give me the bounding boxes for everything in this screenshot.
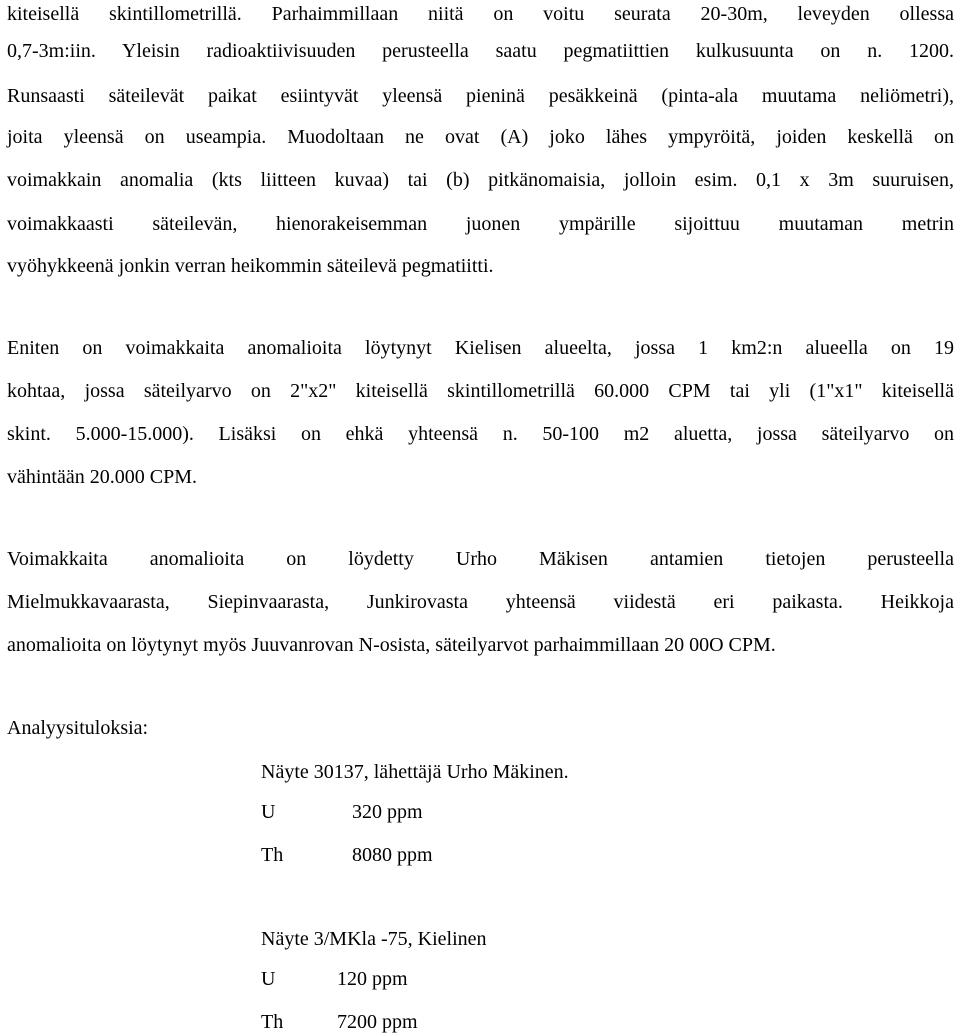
- sample-2-element-u: U: [261, 968, 276, 990]
- paragraph-3-line-2: Mielmukkavaarasta, Siepinvaarasta, Junkirovasta yhteensä viidestä eri paikasta. Heikkoja: [7, 591, 954, 613]
- paragraph-1-line-1: kiteisellä skintillometrillä. Parhaimmillaan niitä on voitu seurata 20-30m, leveyden ollessa: [7, 3, 954, 25]
- paragraph-1-line-4: joita yleensä on useampia. Muodoltaan ne ovat (A) joko lähes ympyröitä, joiden keskellä on: [7, 126, 954, 148]
- sample-2-title: Näyte 3/MKla -75, Kielinen: [261, 928, 487, 950]
- paragraph-2-line-3: skint. 5.000-15.000). Lisäksi on ehkä yhteensä n. 50-100 m2 aluetta, jossa säteilyarvo on: [7, 423, 954, 445]
- sample-1-value-u: 320 ppm: [352, 801, 423, 823]
- paragraph-1-line-7: vyöhykkeenä jonkin verran heikommin säteilevä pegmatiitti.: [7, 255, 494, 277]
- sample-1-element-u: U: [261, 801, 276, 823]
- paragraph-1-line-5: voimakkain anomalia (kts liitteen kuvaa) tai (b) pitkänomaisia, jolloin esim. 0,1 x 3m suuruisen,: [7, 169, 954, 191]
- paragraph-1-line-2: 0,7-3m:iin. Yleisin radioaktiivisuuden perusteella saatu pegmatiittien kulkusuunta on n. 1200.: [7, 40, 954, 62]
- paragraph-2-line-1: Eniten on voimakkaita anomalioita löytynyt Kielisen alueelta, jossa 1 km2:n alueella on 19: [7, 337, 954, 359]
- sample-2-value-u: 120 ppm: [337, 968, 408, 990]
- analysis-results-heading: Analyysituloksia:: [7, 717, 149, 739]
- sample-1-title: Näyte 30137, lähettäjä Urho Mäkinen.: [261, 761, 569, 783]
- paragraph-2-line-4: vähintään 20.000 CPM.: [7, 466, 197, 488]
- sample-1-element-th: Th: [261, 844, 284, 866]
- sample-2-value-th: 7200 ppm: [337, 1011, 418, 1033]
- sample-2-element-th: Th: [261, 1011, 284, 1033]
- paragraph-3-line-1: Voimakkaita anomalioita on löydetty Urho Mäkisen antamien tietojen perusteella: [7, 548, 954, 570]
- sample-1-value-th: 8080 ppm: [352, 844, 433, 866]
- paragraph-1-line-3: Runsaasti säteilevät paikat esiintyvät yleensä pieninä pesäkkeinä (pinta-ala muutama neliömetri),: [7, 85, 954, 107]
- paragraph-3-line-3: anomalioita on löytynyt myös Juuvanrovan N-osista, säteilyarvot parhaimmillaan 20 00O CPM.: [7, 634, 776, 656]
- paragraph-1-line-6: voimakkaasti säteilevän, hienorakeisemman juonen ympärille sijoittuu muutaman metrin: [7, 213, 954, 235]
- paragraph-2-line-2: kohtaa, jossa säteilyarvo on 2"x2" kiteisellä skintillometrillä 60.000 CPM tai yli (1"x1" kiteisellä: [7, 380, 954, 402]
